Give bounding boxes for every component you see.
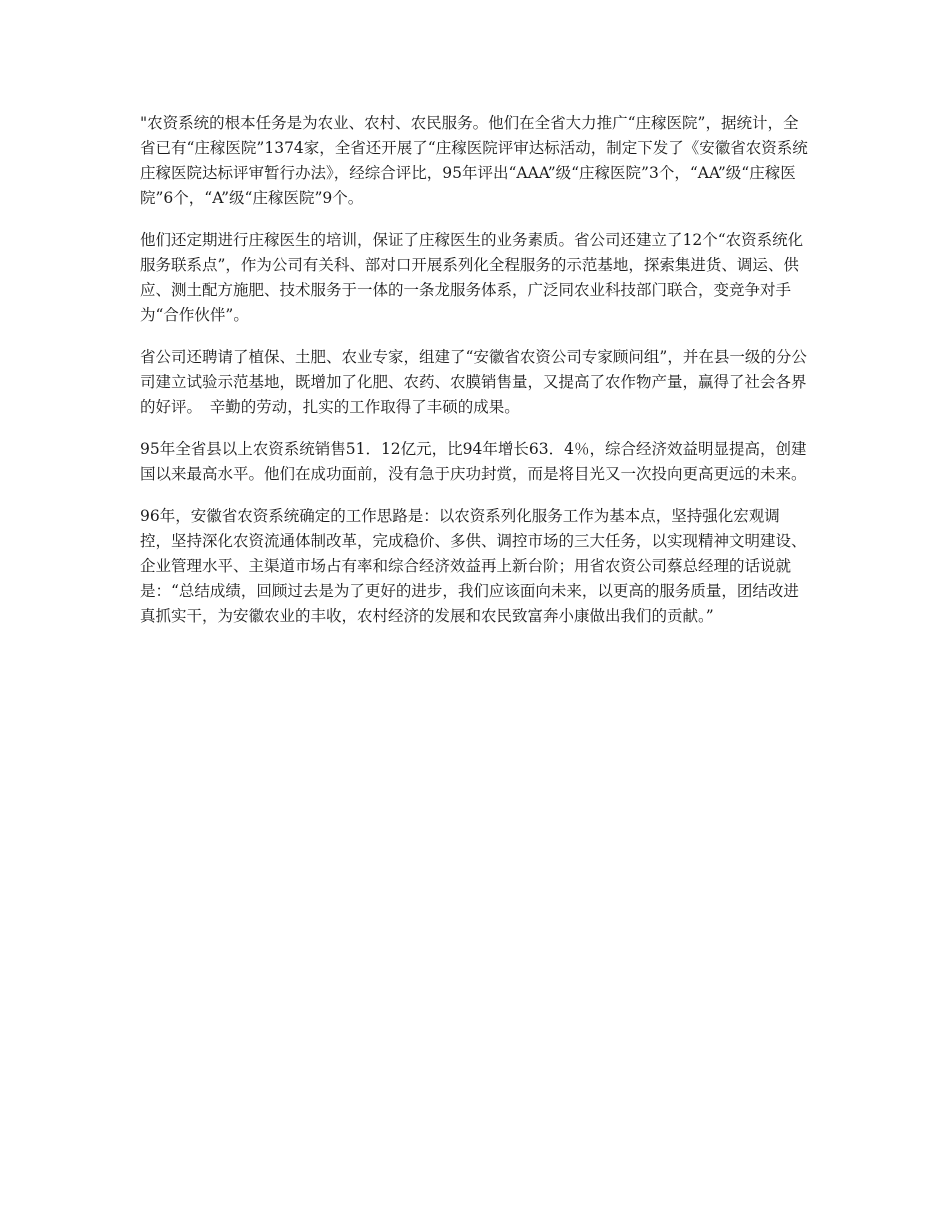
paragraph-3: 省公司还聘请了植保、土肥、农业专家，组建了“安徽省农资公司专家顾问组”，并在县一级的分公司建立试验示范基地，既增加了化肥、农药、农膜销售量，又提高了农作物产量，赢得了社会各界的好评。 辛勤的劳动，扎实的工作取得了丰硕的成果。: [140, 348, 807, 416]
paragraph-4: 95年全省县以上农资系统销售51．12亿元，比94年增长63．4％，综合经济效益明显提高，创建国以来最高水平。他们在成功面前，没有急于庆功封赏，而是将目光又一次投向更高更远的未来。: [140, 440, 807, 483]
paragraph-5: 96年，安徽省农资系统确定的工作思路是：以农资系列化服务工作为基本点，坚持强化宏观调控，坚持深化农资流通体制改革，完成稳价、多供、调控市场的三大任务，以实现精神文明建设、企业管理水平、主渠道市场占有率和综合经济效益再上新台阶；用省农资公司蔡总经理的话说就是：“总结成绩，回顾过去是为了更好的进步，我们应该面向未来，以更高的服务质量，团结改进真抓实干，为安徽农业的丰收，农村经济的发展和农民致富奔小康做出我们的贡献。”: [140, 507, 807, 625]
document-body: [140, 111, 810, 646]
paragraph-1: "农资系统的根本任务是为农业、农村、农民服务。他们在全省大力推广“庄稼医院”，据统计，全省已有“庄稼医院”1374家，全省还开展了“庄稼医院评审达标活动，制定下发了《安徽省农资系统庄稼医院达标评审暂行办法》，经综合评比，95年评出“AAA”级“庄稼医院”3个，“AA”级“庄稼医院”6个，“A”级“庄稼医院”9个。: [140, 114, 808, 207]
paragraph-2: 他们还定期进行庄稼医生的培训，保证了庄稼医生的业务素质。省公司还建立了12个“农资系统化服务联系点”，作为公司有关科、部对口开展系列化全程服务的示范基地，探索集进货、调运、供应、测土配方施肥、技术服务于一体的一条龙服务体系，广泛同农业科技部门联合，变竞争对手为“合作伙伴”。: [140, 231, 804, 324]
